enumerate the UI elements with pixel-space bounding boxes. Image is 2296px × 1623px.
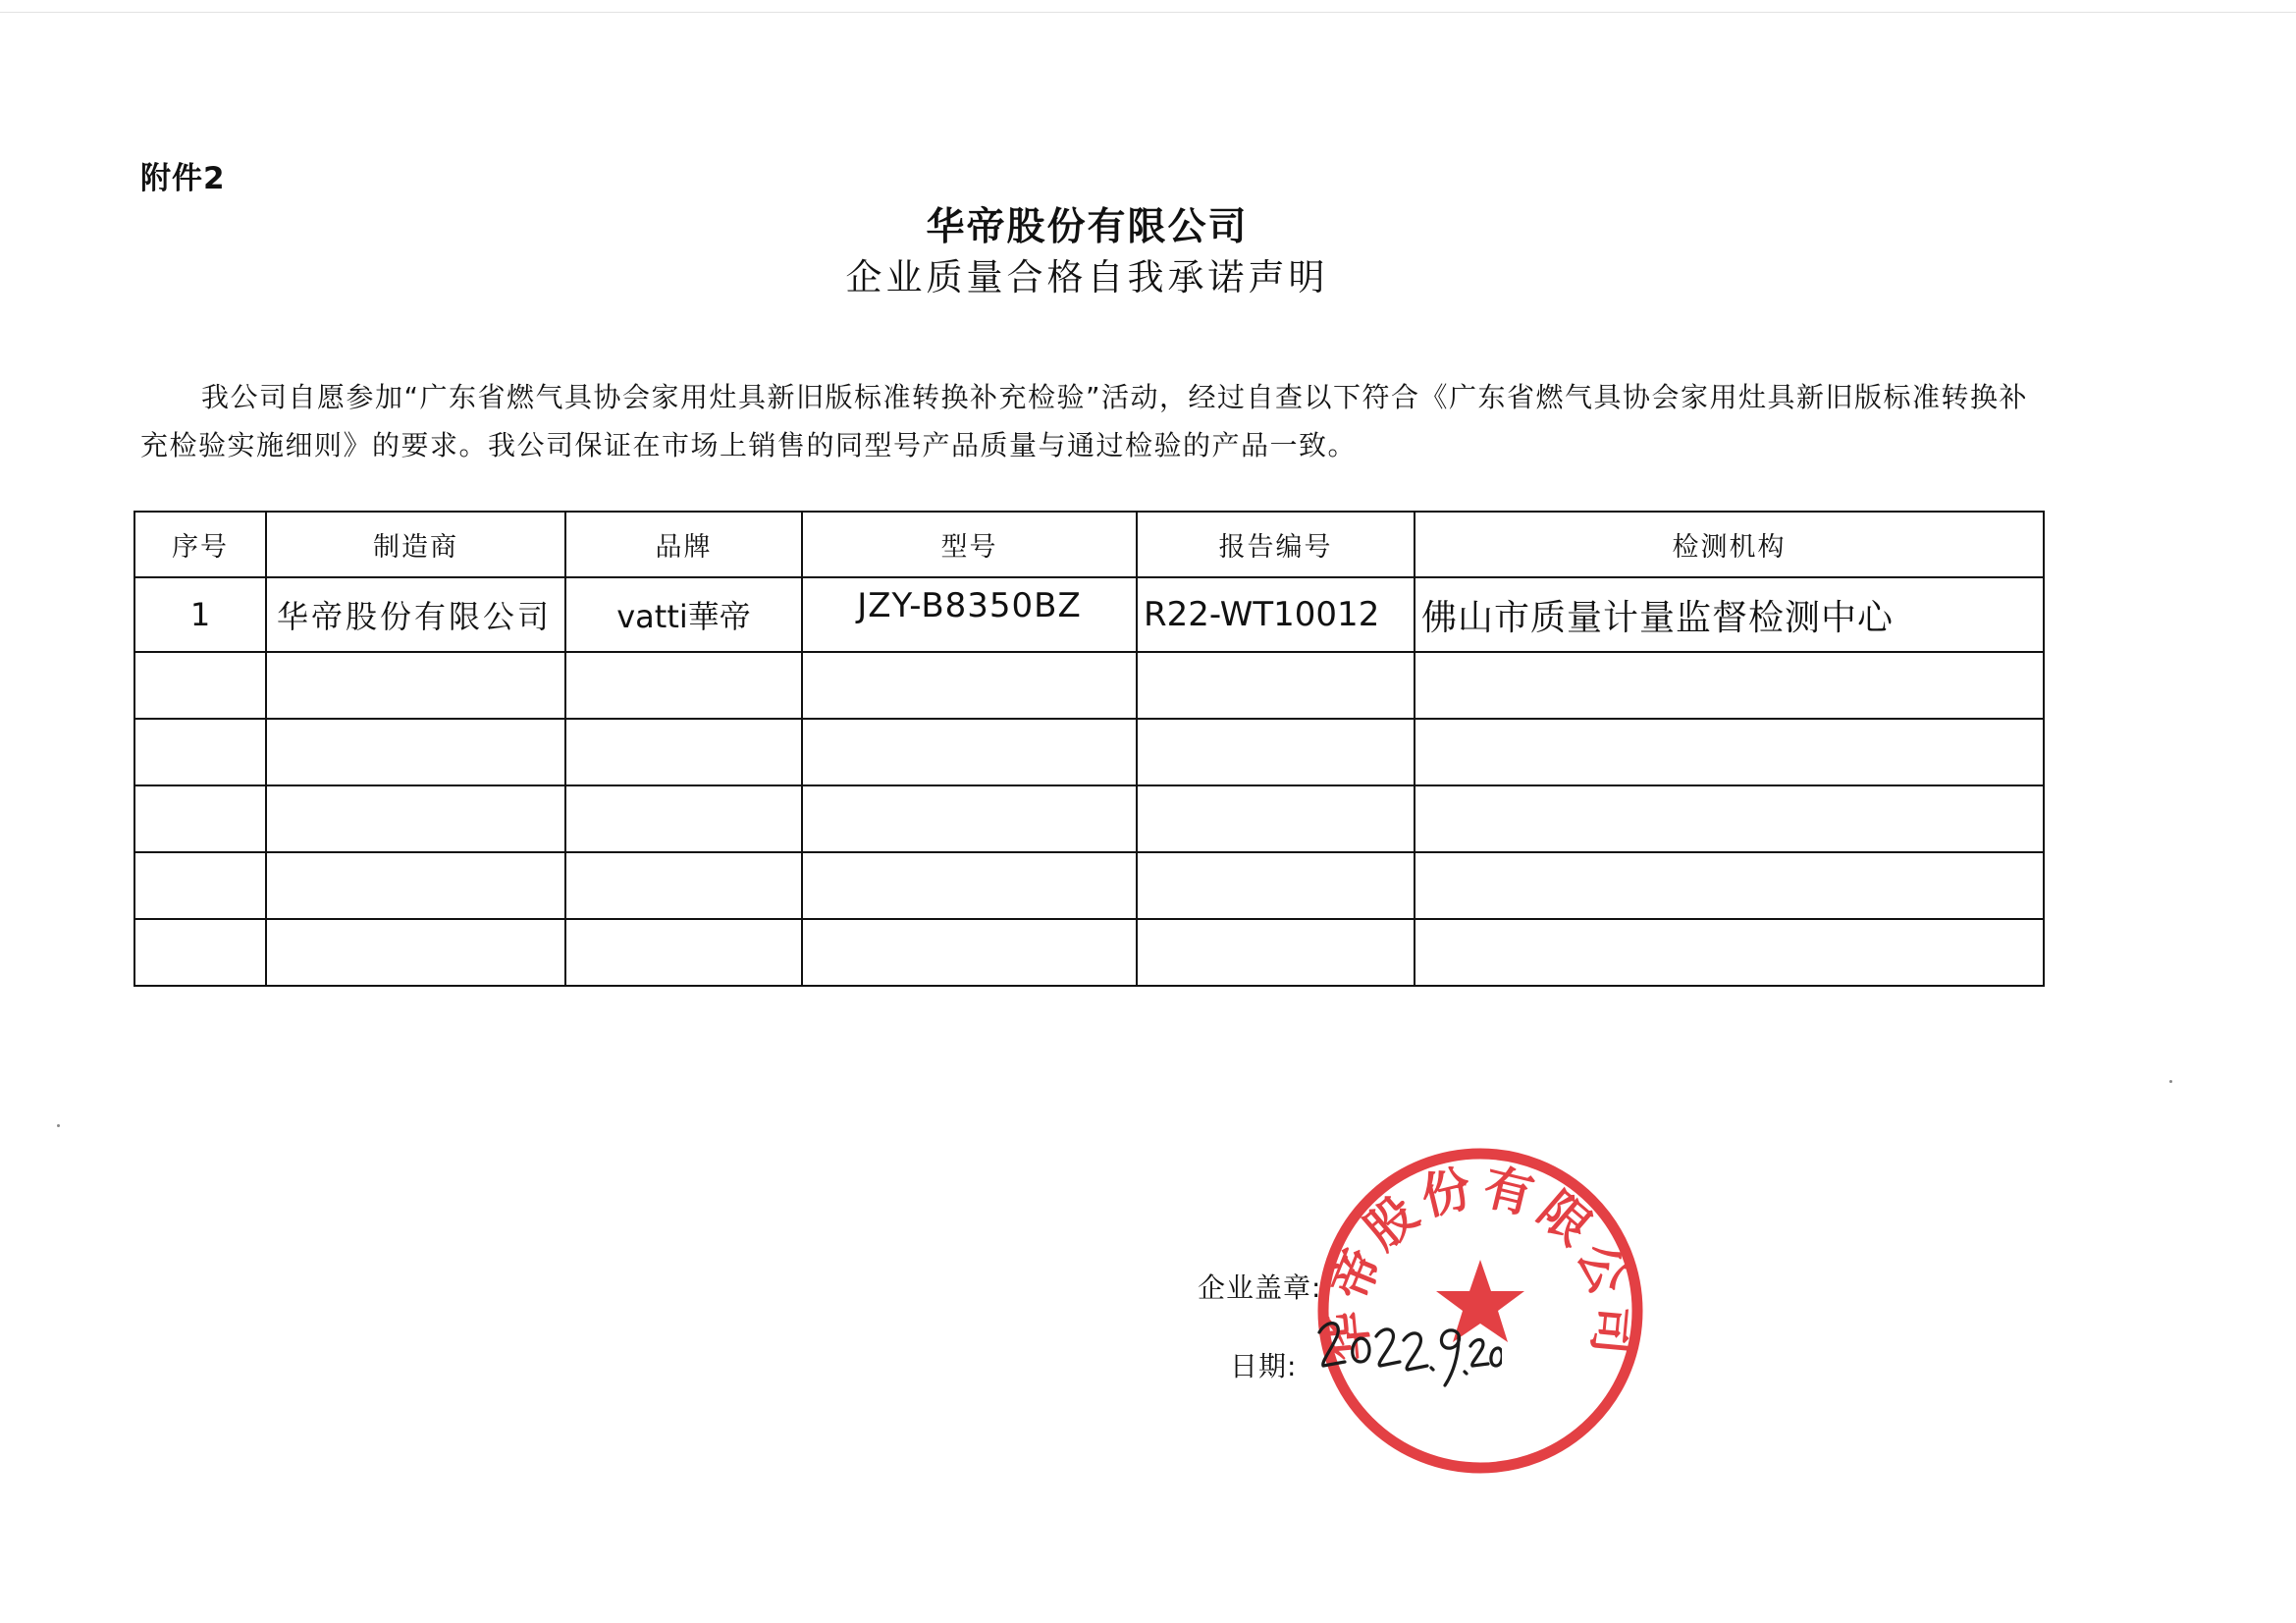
cell-model: [802, 852, 1137, 919]
scan-edge-line: [0, 12, 2296, 13]
cell-manufacturer: 华帝股份有限公司: [266, 577, 565, 652]
seal-text: 华帝股份有限公司: [1316, 1157, 1644, 1364]
cell-manufacturer: [266, 652, 565, 719]
cell-seq: [134, 719, 266, 785]
company-title: 华帝股份有限公司: [926, 205, 1249, 249]
handwritten-date-signature: [1315, 1311, 1502, 1389]
cell-model: JZY-B8350BZ: [802, 577, 1137, 652]
cell-institution: [1415, 652, 2044, 719]
cell-model: [802, 785, 1137, 852]
cell-brand: vatti華帝: [565, 577, 802, 652]
table-row-empty: [134, 785, 2044, 852]
cell-brand: [565, 919, 802, 986]
cell-institution: [1415, 919, 2044, 986]
cell-brand: [565, 785, 802, 852]
cell-model: [802, 719, 1137, 785]
cell-institution: [1415, 719, 2044, 785]
header-seq: 序号: [134, 512, 266, 577]
table-row: [134, 577, 2044, 652]
cell-manufacturer: [266, 852, 565, 919]
cell-report-number: [1137, 919, 1415, 986]
cell-seq: [134, 652, 266, 719]
attachment-label: 附件2: [140, 161, 226, 196]
cell-manufacturer: [266, 919, 565, 986]
header-report-number: 报告编号: [1137, 512, 1415, 577]
seal-label: 企业盖章:: [1198, 1271, 1322, 1304]
document-title: 企业质量合格自我承诺声明: [845, 256, 1329, 298]
cell-report-number: [1137, 852, 1415, 919]
table-row-empty: [134, 719, 2044, 785]
cell-report-number: [1137, 785, 1415, 852]
table-row-empty: [134, 919, 2044, 986]
cell-seq: [134, 785, 266, 852]
cell-report-number: [1137, 719, 1415, 785]
product-table: [133, 511, 2045, 987]
cell-brand: [565, 852, 802, 919]
cell-brand: [565, 719, 802, 785]
cell-report-number: [1137, 652, 1415, 719]
cell-institution: [1415, 852, 2044, 919]
cell-brand: [565, 652, 802, 719]
header-model: 型号: [802, 512, 1137, 577]
cell-report-number: R22-WT10012: [1137, 577, 1415, 652]
cell-model: [802, 919, 1137, 986]
cell-manufacturer: [266, 785, 565, 852]
scan-speck: [57, 1124, 60, 1127]
header-brand: 品牌: [565, 512, 802, 577]
table-row-empty: [134, 652, 2044, 719]
cell-seq: [134, 919, 266, 986]
date-label: 日期:: [1230, 1350, 1298, 1382]
cell-manufacturer: [266, 719, 565, 785]
cell-model: [802, 652, 1137, 719]
cell-institution: 佛山市质量计量监督检测中心: [1415, 577, 2044, 652]
scan-speck: [2169, 1080, 2172, 1083]
header-institution: 检测机构: [1415, 512, 2044, 577]
cell-institution: [1415, 785, 2044, 852]
cell-seq: [134, 852, 266, 919]
header-manufacturer: 制造商: [266, 512, 565, 577]
cell-seq: 1: [134, 577, 266, 652]
table-row-empty: [134, 852, 2044, 919]
table-header-row: [134, 512, 2044, 577]
statement-paragraph: 我公司自愿参加“广东省燃气具协会家用灶具新旧版标准转换补充检验”活动，经过自查以下符合《广东省燃气具协会家用灶具新旧版标准转换补充检验实施细则》的要求。我公司保证在市场上销售的同型号产品质量与通过检验的产品一致。: [140, 381, 2029, 461]
